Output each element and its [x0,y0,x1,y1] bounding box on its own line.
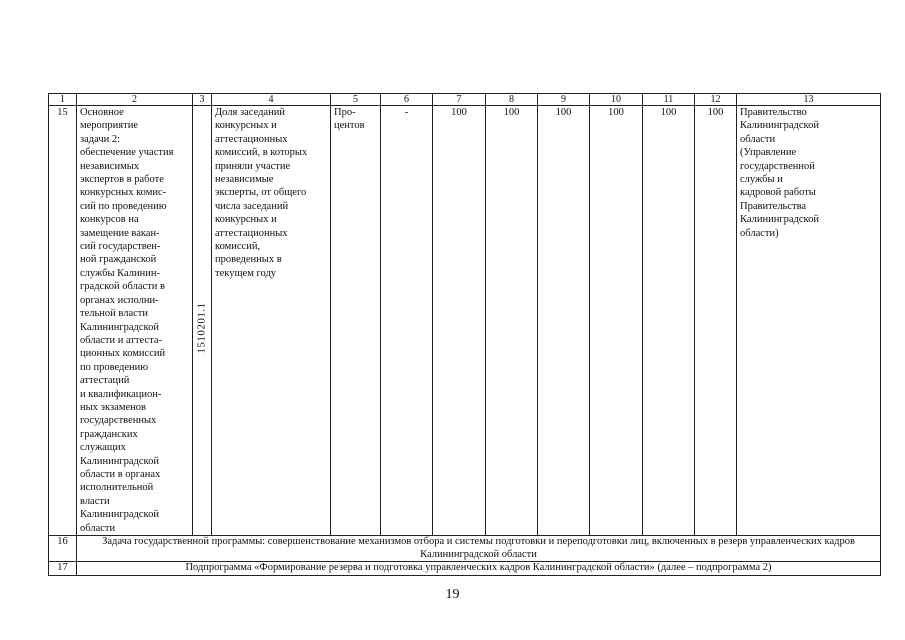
header-cell: 6 [381,94,433,106]
program-table [48,93,881,576]
value-cell-10: 100 [590,106,643,536]
table-row-16 [49,536,881,562]
vertical-code: 1510201.1 [195,302,208,354]
code-cell [193,106,212,536]
row-number: 17 [49,562,77,576]
header-cell: 12 [695,94,737,106]
row-number: 15 [49,106,77,536]
header-cell: 5 [331,94,381,106]
header-cell: 7 [433,94,486,106]
value-cell-9: 100 [538,106,590,536]
program-task-text: Задача государственной программы: совершенствование механизмов отбора и системы подготовки и переподготовки лиц, включенных в резерв управленческих кадров Калининградской области [77,536,881,562]
executor-cell: Правительство Калининградской области (Управление государственной службы и кадровой работы Правительства Калининградской области) [737,106,881,536]
value-cell-7: 100 [433,106,486,536]
header-row [49,94,881,106]
table-row-17 [49,562,881,576]
header-cell: 2 [77,94,193,106]
row-number: 16 [49,536,77,562]
subprogram-title: Подпрограмма «Формирование резерва и подготовка управленческих кадров Калининградской области» (далее – подпрограмма 2) [77,562,881,576]
unit-cell: Про- центов [331,106,381,536]
value-cell-8: 100 [486,106,538,536]
task-description: Основное мероприятие задачи 2: обеспечение участия независимых экспертов в работе конкурсных комис- сий по проведению конкурсов на замещение вакан- сий государствен- ной гражданской службы Калинин- градской области в органах исполни- тельной власти Калининградской области и аттеста- ционных комиссий по проведению аттестаций и квалификацион- ных экзаменов государственных гражданских служащих Калининградской области в органах исполнительной власти Калининградской области [77,106,193,536]
header-cell: 13 [737,94,881,106]
indicator-description: Доля заседаний конкурсных и аттестационных комиссий, в которых приняли участие независимые эксперты, от общего числа заседаний конкурсных и аттестационных комиссий, проведенных в текущем году [212,106,331,536]
header-cell: 11 [643,94,695,106]
header-cell: 4 [212,94,331,106]
value-cell-6: - [381,106,433,536]
header-cell: 3 [193,94,212,106]
header-cell: 1 [49,94,77,106]
header-cell: 10 [590,94,643,106]
value-cell-11: 100 [643,106,695,536]
value-cell-12: 100 [695,106,737,536]
table-row-15 [49,106,881,536]
header-cell: 8 [486,94,538,106]
header-cell: 9 [538,94,590,106]
page-number: 19 [445,587,460,602]
